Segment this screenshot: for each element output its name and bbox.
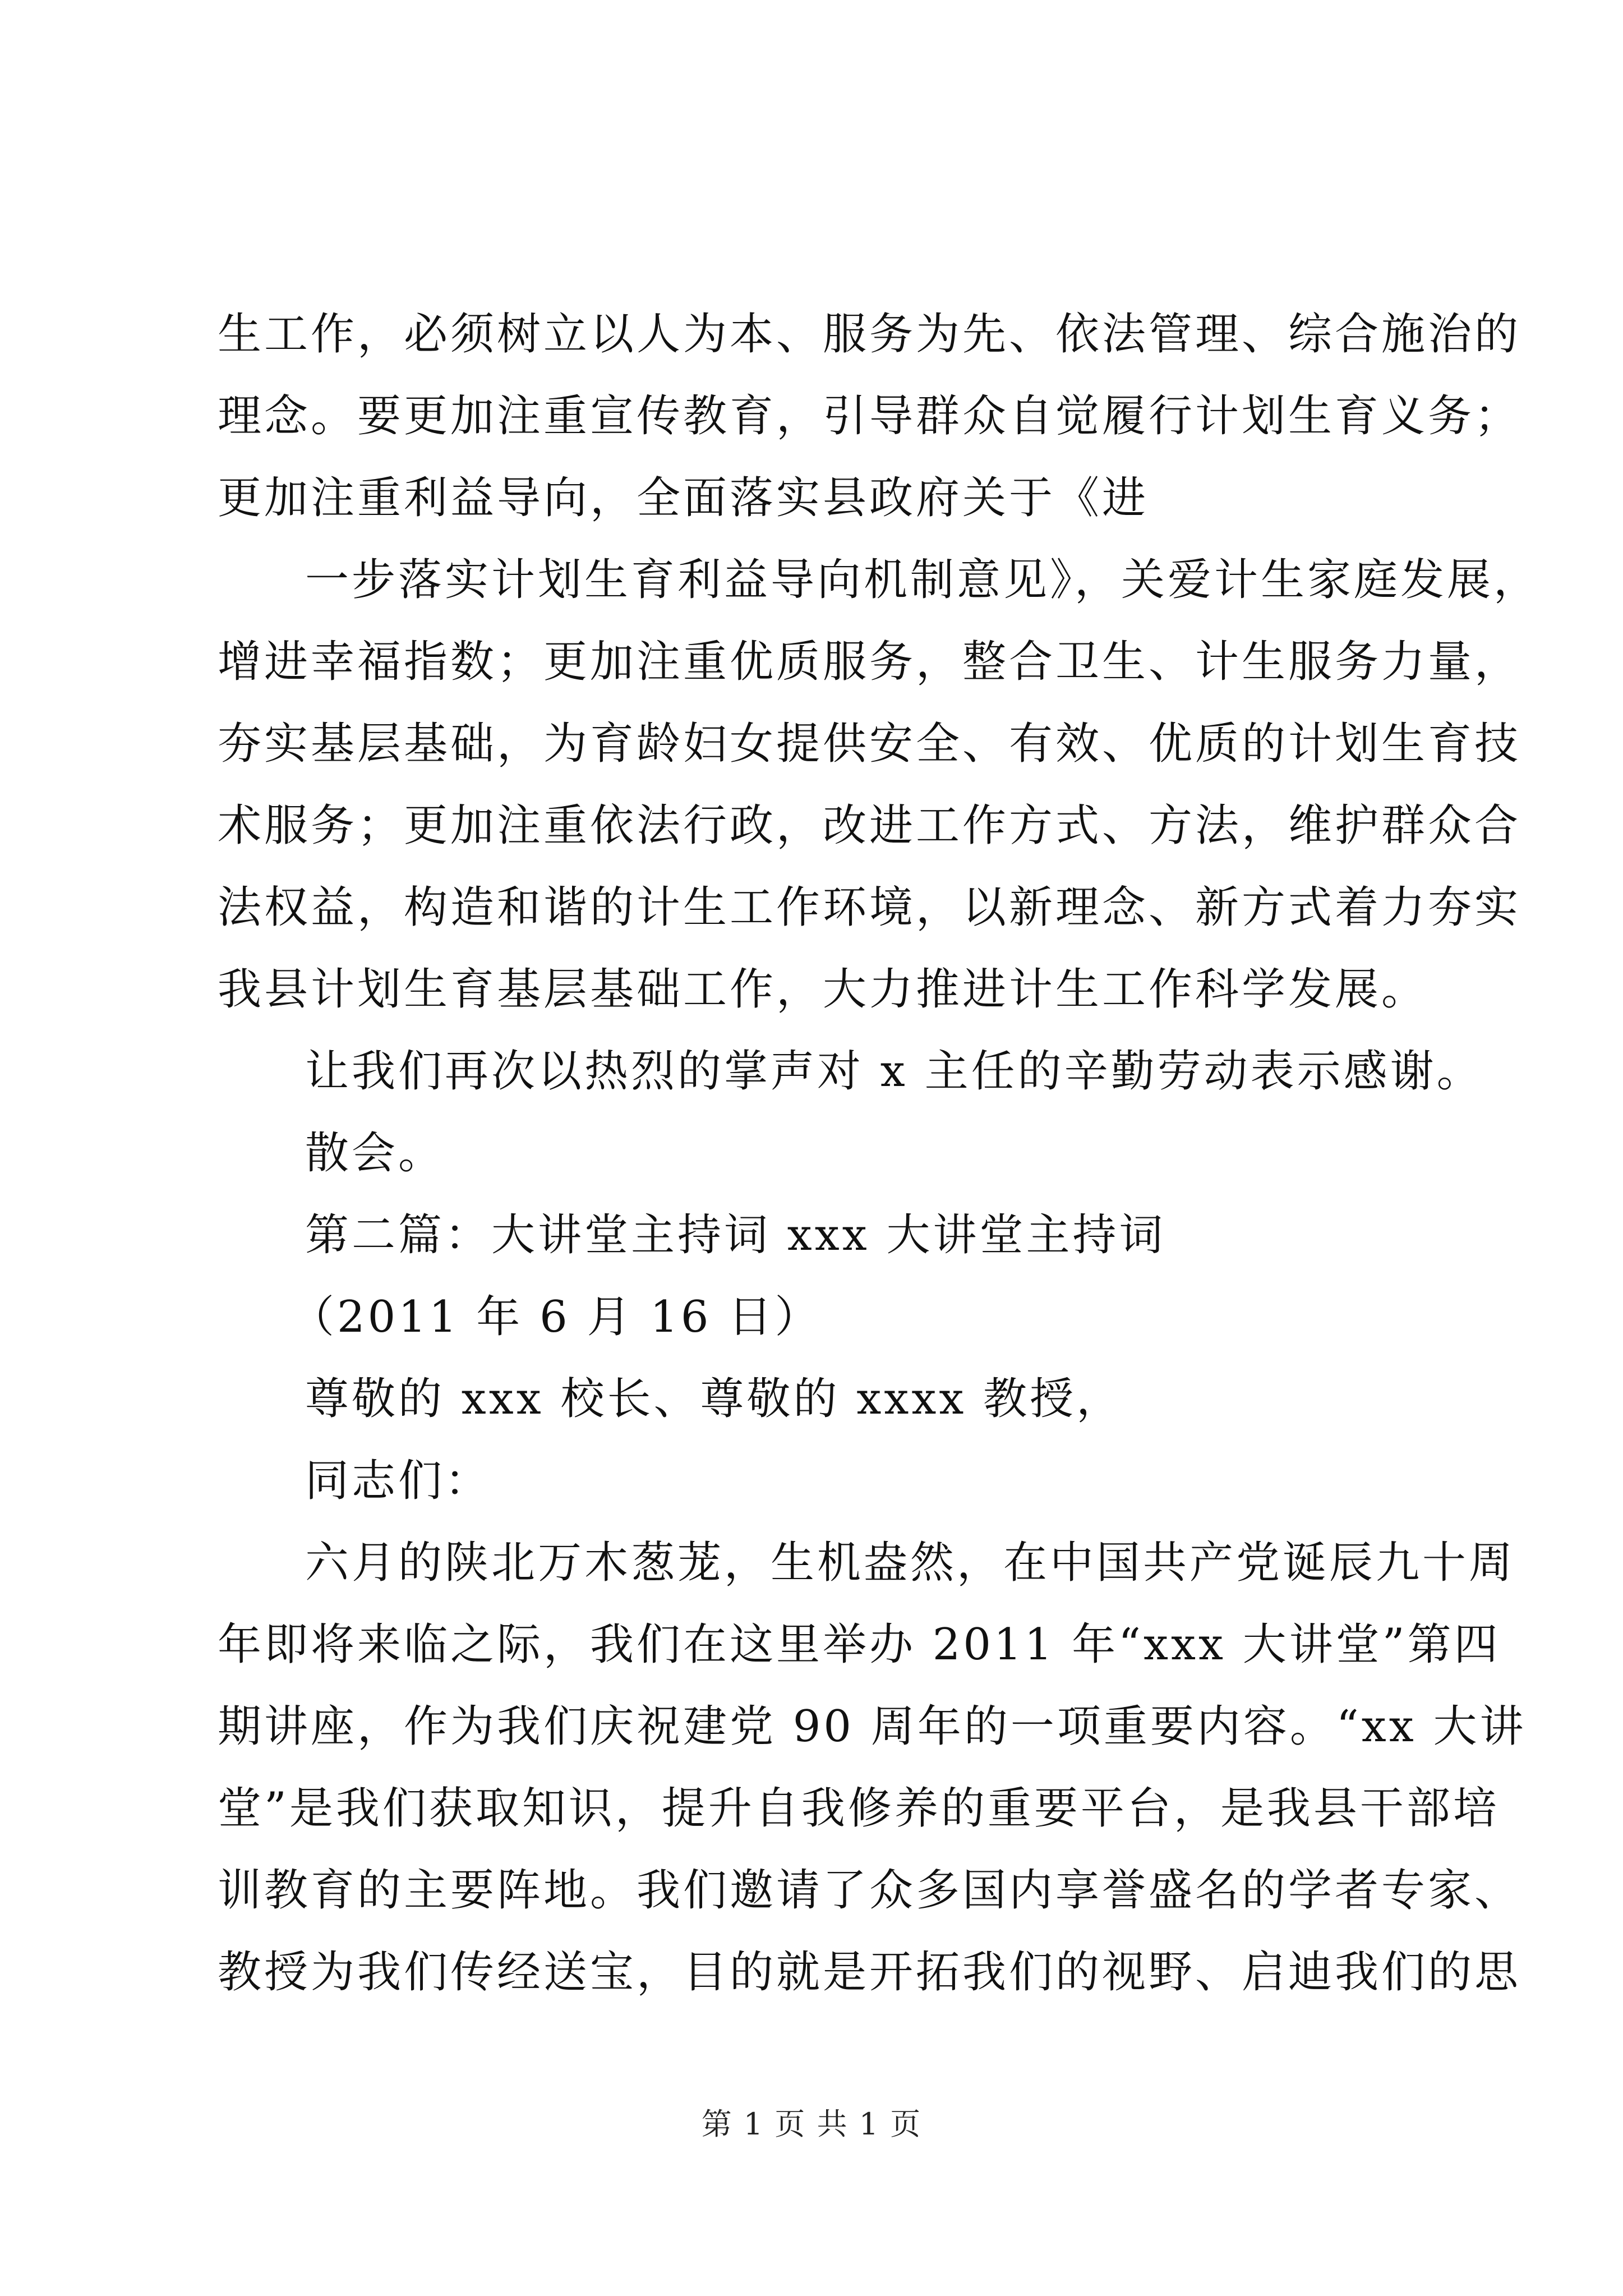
text-line: 夯实基层基础，为育龄妇女提供安全、有效、优质的计划生育技 (218, 719, 1521, 769)
text-line: 堂”是我们获取知识，提升自我修养的重要平台，是我县干部培 (218, 1783, 1500, 1834)
text-line: （2011 年 6 月 16 日） (291, 1292, 822, 1342)
page-footer: 第 1 页 共 1 页 (701, 2106, 922, 2142)
text-line: 尊敬的 xxx 校长、尊敬的 xxxx 教授， (305, 1374, 1123, 1424)
text-line: 更加注重利益导向，全面落实县政府关于《进 (218, 473, 1149, 523)
text-line: 术服务；更加注重依法行政，改进工作方式、方法，维护群众合 (218, 800, 1521, 851)
text-line: 我县计划生育基层基础工作，大力推进计生工作科学发展。 (218, 964, 1428, 1015)
text-line: 法权益，构造和谐的计生工作环境，以新理念、新方式着力夯实 (218, 882, 1521, 933)
text-line: 理念。要更加注重宣传教育，引导群众自觉履行计划生育义务； (218, 391, 1521, 441)
text-line: 一步落实计划生育利益导向机制意见》，关爱计生家庭发展， (305, 555, 1541, 605)
document-body (218, 293, 1541, 2013)
text-line: 让我们再次以热烈的掌声对 x 主任的辛勤劳动表示感谢。 (305, 1046, 1483, 1097)
text-line: 教授为我们传经送宝，目的就是开拓我们的视野、启迪我们的思 (218, 1947, 1521, 1998)
section-heading: 第二篇：大讲堂主持词 xxx 大讲堂主持词 (305, 1210, 1166, 1260)
text-line: 增进幸福指数；更加注重优质服务，整合卫生、计生服务力量， (218, 637, 1521, 687)
text-line: 年即将来临之际，我们在这里举办 2011 年“xxx 大讲堂”第四 (218, 1619, 1501, 1670)
text-line: 期讲座，作为我们庆祝建党 90 周年的一项重要内容。“xx 大讲 (218, 1701, 1527, 1752)
text-line: 生工作，必须树立以人为本、服务为先、依法管理、综合施治的 (218, 309, 1521, 360)
text-line: 同志们： (305, 1456, 492, 1506)
text-line: 散会。 (305, 1128, 445, 1179)
text-line: 训教育的主要阵地。我们邀请了众多国内享誉盛名的学者专家、 (218, 1865, 1521, 1916)
text-line: 六月的陕北万木葱茏，生机盎然，在中国共产党诞辰九十周 (305, 1538, 1516, 1588)
